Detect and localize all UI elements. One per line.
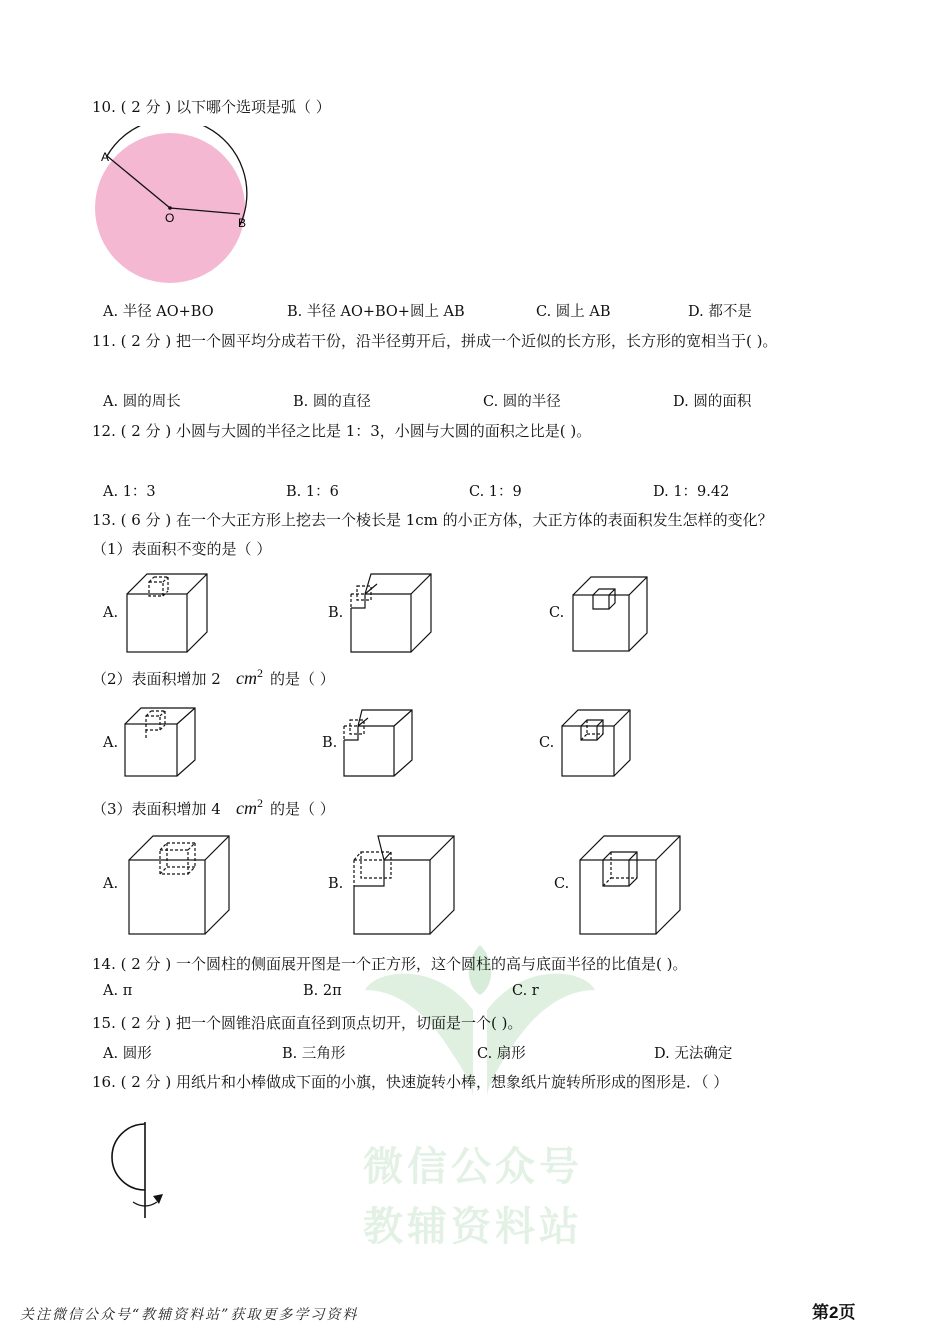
q13-sub3-unit-sup: 2 <box>257 796 263 810</box>
q10-stem: 10. ( 2 分 ) 以下哪个选项是弧（ ） <box>92 98 331 116</box>
q13-s2-label-a[interactable]: A. <box>103 735 119 751</box>
q15-stem: 15. ( 2 分 ) 把一个圆锥沿底面直径到顶点切开，切面是一个( )。 <box>92 1014 523 1032</box>
q12-stem: 12. ( 2 分 ) 小圆与大圆的半径之比是 1：3，小圆与大圆的面积之比是( )。 <box>92 422 592 440</box>
q10-option-a[interactable]: A. 半径 AO+BO <box>103 304 214 320</box>
q10-label-o: O <box>165 211 175 225</box>
watermark-line2: 教辅资料站 <box>363 1204 583 1250</box>
q13-s1-cube-c[interactable] <box>570 575 650 653</box>
q13-sub2-unit-sup: 2 <box>257 666 263 680</box>
q15-option-d[interactable]: D. 无法确定 <box>654 1046 733 1062</box>
q15-option-c[interactable]: C. 扇形 <box>477 1046 526 1062</box>
q13-stem: 13. ( 6 分 ) 在一个大正方形上挖去一个棱长是 1cm 的小正方体，大正方体的表面积发生怎样的变化？ <box>92 511 773 529</box>
q16-flag-figure <box>105 1118 175 1223</box>
q12-option-d[interactable]: D. 1：9.42 <box>653 484 730 500</box>
q11-option-a[interactable]: A. 圆的周长 <box>103 394 181 410</box>
q14-stem: 14. ( 2 分 ) 一个圆柱的侧面展开图是一个正方形，这个圆柱的高与底面半径的比值是( )。 <box>92 955 688 973</box>
q13-s3-label-a[interactable]: A. <box>103 876 119 892</box>
q10-circle-figure <box>92 126 262 295</box>
q14-option-c[interactable]: C. r <box>512 983 539 999</box>
q14-option-b[interactable]: B. 2π <box>303 983 342 999</box>
q13-s2-cube-a[interactable] <box>122 706 198 778</box>
q15-option-a[interactable]: A. 圆形 <box>103 1046 152 1062</box>
q13-sub2-suffix: 的是（ ） <box>270 670 335 688</box>
q10-label-a: A <box>101 150 110 164</box>
q12-option-b[interactable]: B. 1：6 <box>286 484 339 500</box>
q11-option-d[interactable]: D. 圆的面积 <box>673 394 752 410</box>
q13-s2-cube-b[interactable] <box>341 708 415 778</box>
q13-s3-cube-b[interactable] <box>351 832 457 936</box>
q11-option-c[interactable]: C. 圆的半径 <box>483 394 561 410</box>
q13-sub3-prefix: （3）表面积增加 4 <box>92 800 221 818</box>
watermark-line1: 微信公众号 <box>363 1144 583 1190</box>
q13-sub2-unit-text: cm <box>236 668 257 688</box>
q11-stem: 11. ( 2 分 ) 把一个圆平均分成若干份，沿半径剪开后，拼成一个近似的长方形，长方形的宽相当于( )。 <box>92 332 778 350</box>
q16-stem: 16. ( 2 分 ) 用纸片和小棒做成下面的小旗，快速旋转小棒，想象纸片旋转所形成的图形是．（ ） <box>92 1073 729 1091</box>
q13-s1-label-b[interactable]: B. <box>328 605 344 621</box>
q13-sub1: （1）表面积不变的是（ ） <box>92 540 272 558</box>
q13-s1-cube-b[interactable] <box>348 572 434 654</box>
q13-s2-label-c[interactable]: C. <box>539 735 555 751</box>
q13-sub3-unit-text: cm <box>236 798 257 818</box>
q10-option-d[interactable]: D. 都不是 <box>688 304 752 320</box>
q10-option-b[interactable]: B. 半径 AO+BO+圆上 AB <box>287 304 465 320</box>
q13-s3-cube-c[interactable] <box>577 834 683 936</box>
q13-s1-cube-a[interactable] <box>124 572 210 654</box>
q13-s3-cube-a[interactable] <box>126 832 232 936</box>
footer-text: 关注微信公众号“教辅资料站”获取更多学习资料 <box>20 1307 359 1323</box>
q13-sub3-unit <box>236 796 263 819</box>
q13-sub2-unit <box>236 666 263 689</box>
q12-option-c[interactable]: C. 1：9 <box>469 484 522 500</box>
q15-option-b[interactable]: B. 三角形 <box>282 1046 346 1062</box>
q11-option-b[interactable]: B. 圆的直径 <box>293 394 371 410</box>
q13-s2-label-b[interactable]: B. <box>322 735 338 751</box>
page-number: 第2页 <box>812 1303 856 1322</box>
q12-option-a[interactable]: A. 1：3 <box>103 484 156 500</box>
q13-s1-label-a[interactable]: A. <box>103 605 119 621</box>
q13-s3-label-b[interactable]: B. <box>328 876 344 892</box>
q13-s3-label-c[interactable]: C. <box>554 876 570 892</box>
q13-sub2-prefix: （2）表面积增加 2 <box>92 670 221 688</box>
q10-label-b: B <box>238 216 247 230</box>
q13-sub3-suffix: 的是（ ） <box>270 800 335 818</box>
q10-option-c[interactable]: C. 圆上 AB <box>536 304 611 320</box>
q14-option-a[interactable]: A. π <box>103 983 133 999</box>
q13-s2-cube-c[interactable] <box>559 708 633 778</box>
q13-s1-label-c[interactable]: C. <box>549 605 565 621</box>
